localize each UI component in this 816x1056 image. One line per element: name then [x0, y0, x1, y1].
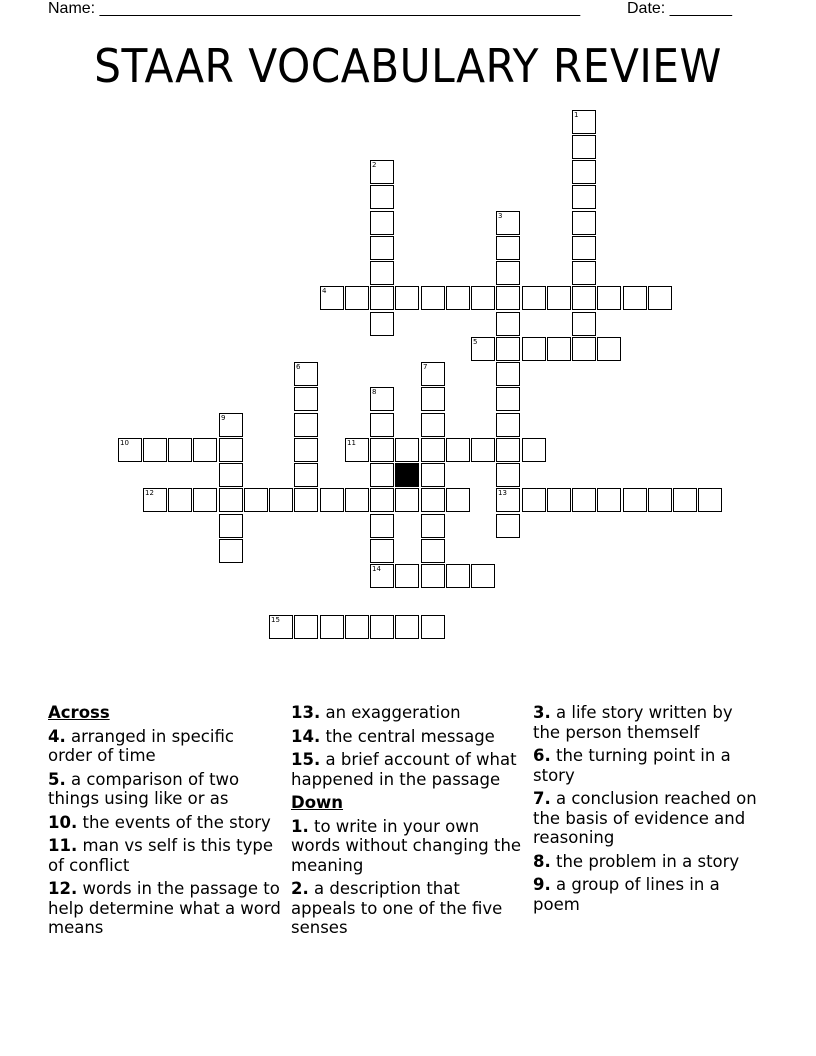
- across-heading: Across: [48, 703, 110, 722]
- grid-cell[interactable]: [370, 413, 394, 437]
- grid-cell[interactable]: [294, 438, 318, 462]
- grid-cell[interactable]: [572, 488, 596, 512]
- cell-number: 9: [221, 414, 226, 422]
- grid-cell[interactable]: [648, 488, 672, 512]
- grid-cell[interactable]: [597, 286, 621, 310]
- grid-cell[interactable]: [522, 337, 546, 361]
- grid-cell[interactable]: [496, 337, 520, 361]
- grid-cell[interactable]: [219, 539, 243, 563]
- grid-cell[interactable]: [143, 438, 167, 462]
- grid-cell[interactable]: [421, 413, 445, 437]
- grid-cell[interactable]: [496, 463, 520, 487]
- grid-cell[interactable]: [219, 463, 243, 487]
- grid-cell[interactable]: [345, 488, 369, 512]
- grid-cell[interactable]: [471, 337, 495, 361]
- grid-cell[interactable]: [370, 387, 394, 411]
- name-field[interactable]: Name: ______________________________________________________: [48, 0, 581, 17]
- clue-across-15: 15. a brief account of what happened in the passage: [291, 750, 517, 789]
- clue-across-14: 14. the central message: [291, 726, 495, 746]
- grid-cell[interactable]: [597, 488, 621, 512]
- grid-cell[interactable]: [219, 413, 243, 437]
- grid-cell[interactable]: [168, 438, 192, 462]
- grid-cell[interactable]: [269, 615, 293, 639]
- grid-cell[interactable]: [496, 236, 520, 260]
- grid-cell[interactable]: [446, 286, 470, 310]
- grid-cell[interactable]: [294, 387, 318, 411]
- grid-cell[interactable]: [421, 387, 445, 411]
- clue-down-8: 8. the problem in a story: [533, 851, 740, 871]
- grid-cell[interactable]: [623, 488, 647, 512]
- grid-cell[interactable]: [421, 438, 445, 462]
- black-cell: [395, 463, 419, 487]
- grid-cell[interactable]: [496, 413, 520, 437]
- grid-cell[interactable]: [345, 438, 369, 462]
- grid-cell[interactable]: [446, 564, 470, 588]
- grid-cell[interactable]: [471, 438, 495, 462]
- grid-cell[interactable]: [193, 438, 217, 462]
- clue-column-3: [533, 703, 763, 918]
- grid-cell[interactable]: [421, 463, 445, 487]
- grid-cell[interactable]: [572, 312, 596, 336]
- grid-cell[interactable]: [168, 488, 192, 512]
- clue-down-7: 7. a conclusion reached on the basis of evidence and reasoning: [533, 789, 757, 847]
- clue-across-5: 5. a comparison of two things using like or as: [48, 769, 240, 808]
- grid-cell[interactable]: [421, 539, 445, 563]
- grid-cell[interactable]: [471, 286, 495, 310]
- cell-number: 13: [498, 489, 507, 497]
- grid-cell[interactable]: [421, 514, 445, 538]
- grid-cell[interactable]: [294, 413, 318, 437]
- grid-cell[interactable]: [421, 362, 445, 386]
- cell-number: 15: [271, 616, 280, 624]
- grid-cell[interactable]: [395, 488, 419, 512]
- grid-cell[interactable]: [547, 286, 571, 310]
- grid-cell[interactable]: [547, 337, 571, 361]
- grid-cell[interactable]: [370, 488, 394, 512]
- grid-cell[interactable]: [219, 514, 243, 538]
- grid-cell[interactable]: [370, 564, 394, 588]
- clue-down-9: 9. a group of lines in a poem: [533, 875, 720, 914]
- cell-number: 1: [574, 111, 579, 119]
- grid-cell[interactable]: [370, 463, 394, 487]
- grid-cell[interactable]: [370, 261, 394, 285]
- grid-cell[interactable]: [547, 488, 571, 512]
- grid-cell[interactable]: [496, 488, 520, 512]
- grid-cell[interactable]: [370, 514, 394, 538]
- clue-across-13: 13. an exaggeration: [291, 703, 461, 722]
- cell-number: 11: [347, 439, 356, 447]
- grid-cell[interactable]: [345, 286, 369, 310]
- grid-cell[interactable]: [572, 110, 596, 134]
- grid-cell[interactable]: [244, 488, 268, 512]
- grid-cell[interactable]: [370, 160, 394, 184]
- clue-down-1: 1. to write in your own words without changing the meaning: [291, 816, 522, 875]
- cell-number: 7: [423, 363, 428, 371]
- cell-number: 8: [372, 388, 377, 396]
- grid-cell[interactable]: [370, 286, 394, 310]
- grid-cell[interactable]: [370, 438, 394, 462]
- grid-cell[interactable]: [294, 488, 318, 512]
- cell-number: 5: [473, 338, 478, 346]
- grid-cell[interactable]: [370, 312, 394, 336]
- grid-cell[interactable]: [496, 362, 520, 386]
- grid-cell[interactable]: [320, 488, 344, 512]
- grid-cell[interactable]: [395, 564, 419, 588]
- clue-across-12: 12. words in the passage to help determine what a word means: [48, 879, 281, 937]
- grid-cell[interactable]: [496, 286, 520, 310]
- grid-cell[interactable]: [572, 211, 596, 235]
- grid-cell[interactable]: [193, 488, 217, 512]
- grid-cell[interactable]: [496, 438, 520, 462]
- grid-cell[interactable]: [320, 286, 344, 310]
- grid-cell[interactable]: [522, 286, 546, 310]
- grid-cell[interactable]: [294, 463, 318, 487]
- grid-cell[interactable]: [320, 615, 344, 639]
- grid-cell[interactable]: [572, 185, 596, 209]
- grid-cell[interactable]: [395, 286, 419, 310]
- grid-cell[interactable]: [597, 337, 621, 361]
- grid-cell[interactable]: [446, 488, 470, 512]
- grid-cell[interactable]: [294, 615, 318, 639]
- grid-cell[interactable]: [421, 286, 445, 310]
- grid-cell[interactable]: [572, 236, 596, 260]
- grid-cell[interactable]: [572, 337, 596, 361]
- grid-cell[interactable]: [496, 312, 520, 336]
- cell-number: 14: [372, 565, 381, 573]
- cell-number: 10: [120, 439, 129, 447]
- page-title: STAAR VOCABULARY REVIEW: [94, 39, 722, 93]
- grid-cell[interactable]: [496, 261, 520, 285]
- cell-number: 3: [498, 212, 503, 220]
- clue-across-10: 10. the events of the story: [48, 812, 271, 832]
- grid-cell[interactable]: [698, 488, 722, 512]
- grid-cell[interactable]: [421, 488, 445, 512]
- grid-cell[interactable]: [370, 539, 394, 563]
- grid-cell[interactable]: [572, 286, 596, 310]
- clue-down-2: 2. a description that appeals to one of the five senses: [291, 879, 503, 937]
- grid-cell[interactable]: [572, 160, 596, 184]
- grid-cell[interactable]: [370, 236, 394, 260]
- grid-cell[interactable]: [370, 211, 394, 235]
- cell-number: 2: [372, 161, 377, 169]
- grid-cell[interactable]: [143, 488, 167, 512]
- cell-number: 4: [322, 287, 327, 295]
- clue-column-2: [291, 703, 526, 942]
- clue-down-6: 6. the turning point in a story: [533, 746, 731, 785]
- cell-number: 12: [145, 489, 154, 497]
- grid-cell[interactable]: [522, 488, 546, 512]
- grid-cell[interactable]: [345, 615, 369, 639]
- clue-column-1: [48, 703, 283, 942]
- grid-cell[interactable]: [572, 135, 596, 159]
- clue-across-4: 4. arranged in specific order of time: [48, 726, 234, 765]
- grid-cell[interactable]: [395, 438, 419, 462]
- grid-cell[interactable]: [623, 286, 647, 310]
- grid-cell[interactable]: [471, 564, 495, 588]
- grid-cell[interactable]: [496, 211, 520, 235]
- grid-cell[interactable]: [269, 488, 293, 512]
- grid-cell[interactable]: [648, 286, 672, 310]
- grid-cell[interactable]: [673, 488, 697, 512]
- grid-cell[interactable]: [370, 615, 394, 639]
- grid-cell[interactable]: [572, 261, 596, 285]
- clue-down-3: 3. a life story written by the person themself: [533, 703, 733, 742]
- grid-cell[interactable]: [421, 564, 445, 588]
- grid-cell[interactable]: [446, 438, 470, 462]
- grid-cell[interactable]: [294, 362, 318, 386]
- grid-cell[interactable]: [522, 438, 546, 462]
- cell-number: 6: [296, 363, 301, 371]
- grid-cell[interactable]: [118, 438, 142, 462]
- grid-cell[interactable]: [496, 514, 520, 538]
- grid-cell[interactable]: [421, 615, 445, 639]
- grid-cell[interactable]: [219, 438, 243, 462]
- grid-cell[interactable]: [219, 488, 243, 512]
- grid-cell[interactable]: [370, 185, 394, 209]
- grid-cell[interactable]: [496, 387, 520, 411]
- grid-cell[interactable]: [395, 615, 419, 639]
- down-heading: Down: [291, 793, 344, 812]
- date-field[interactable]: Date: _______: [627, 0, 732, 17]
- clue-across-11: 11. man vs self is this type of conflict: [48, 836, 273, 875]
